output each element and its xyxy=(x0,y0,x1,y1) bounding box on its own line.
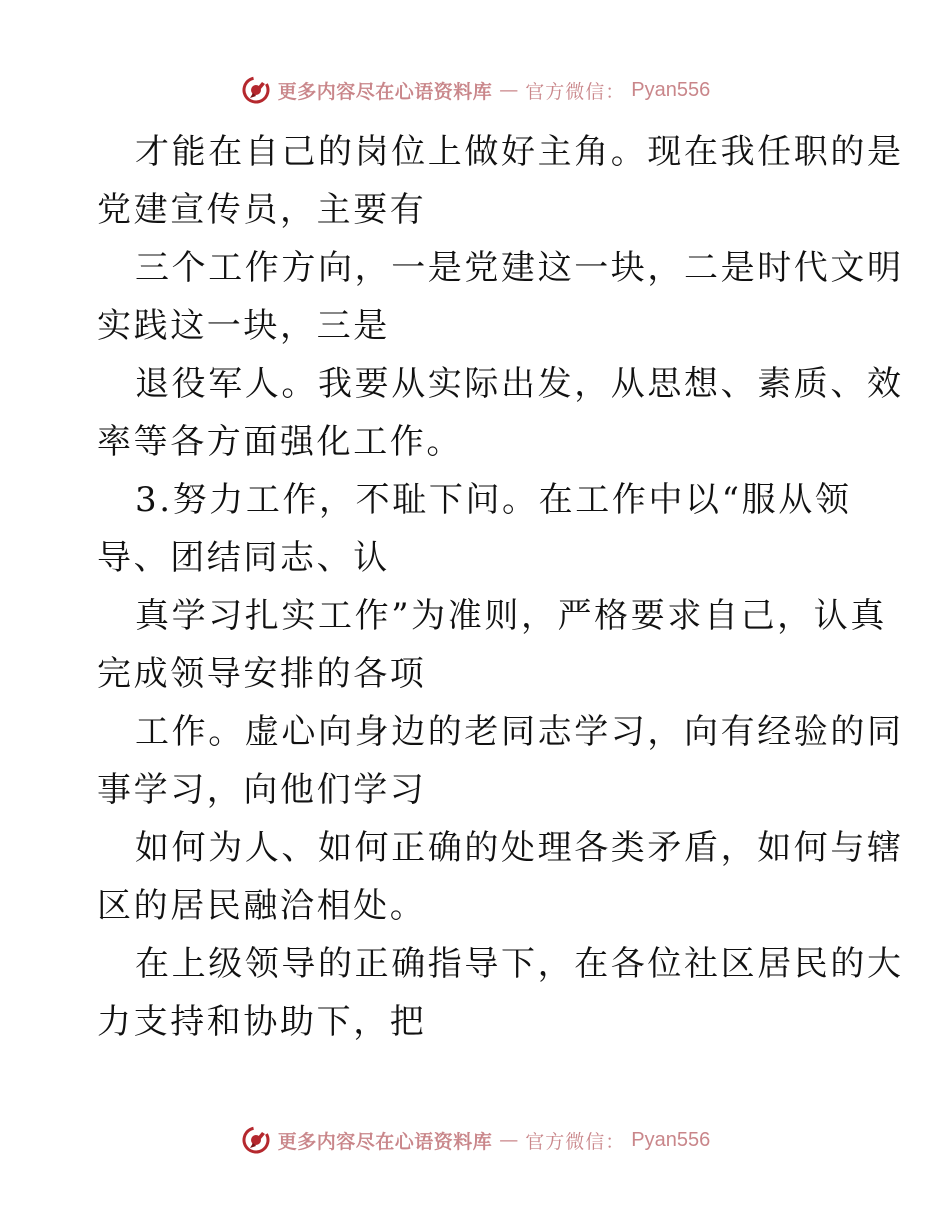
body-line: 3.努力工作，不耻下问。在工作中以“服从领 xyxy=(135,480,852,520)
body-line: 工作。虚心向身边的老同志学习，向有经验的同 xyxy=(135,712,904,752)
body-line: 完成领导安排的各项 xyxy=(97,654,427,694)
page-footer xyxy=(0,1122,950,1158)
body-line: 区的居民融洽相处。 xyxy=(97,886,427,926)
header-brand-text: 更多内容尽在心语资料库 xyxy=(277,80,493,103)
body-line: 在上级领导的正确指导下，在各位社区居民的大 xyxy=(135,944,904,984)
brand-logo-icon xyxy=(240,1124,272,1156)
body-line: 三个工作方向，一是党建这一块，二是时代文明 xyxy=(135,248,904,288)
body-line: 导、团结同志、认 xyxy=(97,538,390,578)
header-brand xyxy=(240,74,711,106)
body-line: 事学习，向他们学习 xyxy=(97,770,427,810)
body-line: 才能在自己的岗位上做好主角。现在我任职的是 xyxy=(135,132,904,172)
body-line: 实践这一块，三是 xyxy=(97,306,390,346)
header-wechat-label: 官方微信： xyxy=(525,80,626,103)
body-line: 率等各方面强化工作。 xyxy=(97,422,463,462)
brand-logo-icon xyxy=(240,74,272,106)
body-line: 力支持和协助下，把 xyxy=(97,1002,427,1042)
page-header xyxy=(0,72,950,108)
body-line: 如何为人、如何正确的处理各类矛盾，如何与辖 xyxy=(135,828,904,868)
body-line: 退役军人。我要从实际出发，从思想、素质、效 xyxy=(135,364,904,404)
footer-dash: — xyxy=(499,1129,519,1151)
body-line: 党建宣传员，主要有 xyxy=(97,190,427,230)
header-dash: — xyxy=(499,79,519,101)
footer-wechat-id: Pyan556 xyxy=(631,1128,711,1151)
footer-wechat-label: 官方微信： xyxy=(525,1130,626,1153)
header-wechat-id: Pyan556 xyxy=(631,78,711,101)
footer-brand xyxy=(240,1124,711,1156)
document-body xyxy=(97,123,904,1051)
body-line: 真学习扎实工作”为准则，严格要求自己，认真 xyxy=(135,596,887,636)
footer-brand-text: 更多内容尽在心语资料库 xyxy=(277,1130,493,1153)
